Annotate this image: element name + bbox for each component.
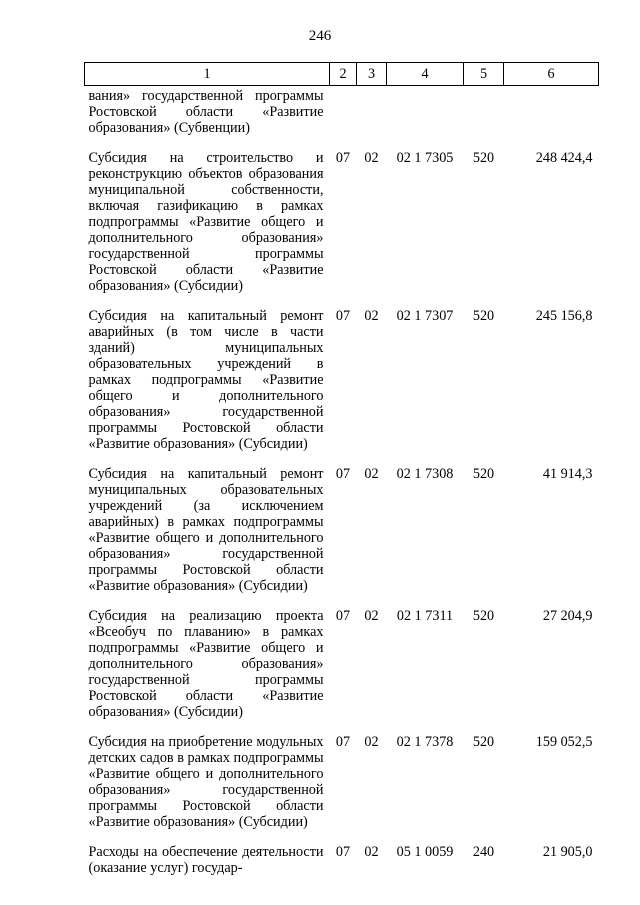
- row-section: 07: [335, 308, 351, 324]
- page-number: 246: [308, 28, 332, 44]
- table-row: [85, 725, 599, 835]
- column-header-6: 6: [504, 63, 599, 86]
- budget-table: [84, 62, 599, 881]
- table-row: [85, 299, 599, 457]
- table-header-row: [85, 63, 599, 86]
- row-target-article: 02 1 7307: [396, 308, 454, 324]
- row-target-article: 02 1 7308: [396, 466, 454, 482]
- row-target-article: [387, 86, 464, 142]
- row-expense-type: 520: [472, 466, 495, 482]
- row-target-article: 02 1 7378: [396, 734, 454, 750]
- row-subsection: [357, 86, 387, 142]
- row-subsection: 02: [364, 734, 379, 750]
- row-section: 07: [335, 608, 351, 624]
- table-row: [85, 86, 599, 142]
- row-amount: [504, 86, 599, 142]
- row-amount: 41 914,3: [542, 466, 593, 482]
- row-expense-type: 240: [472, 844, 495, 860]
- row-subsection: 02: [364, 844, 379, 860]
- row-amount: 21 905,0: [542, 844, 593, 860]
- row-section: 07: [335, 844, 351, 860]
- row-expense-type: 520: [472, 308, 495, 324]
- column-header-4: 4: [387, 63, 464, 86]
- row-description: Субсидия на капитальный ремонт аварийных (в том числе в части зданий) муниципальных образовательных учреждений в рамках подпрограммы «Развитие общего и дополнительного образования» государственной программы Ростовской области «Развитие образования» (Субсидии): [88, 308, 324, 452]
- column-header-1: 1: [85, 63, 330, 86]
- row-amount: 159 052,5: [535, 734, 593, 750]
- row-amount: 248 424,4: [535, 150, 593, 166]
- row-amount: 245 156,8: [535, 308, 593, 324]
- row-expense-type: [464, 86, 504, 142]
- table-row: [85, 141, 599, 299]
- row-section: 07: [335, 466, 351, 482]
- row-subsection: 02: [364, 466, 379, 482]
- row-subsection: 02: [364, 150, 379, 166]
- row-section: 07: [335, 150, 351, 166]
- row-description: Субсидия на капитальный ремонт муниципальных образовательных учреждений (за исключением аварийных) в рамках подпрограммы «Развитие общего и дополнительного образования» государственной программы Ростовской области «Развитие образования» (Субсидии): [88, 466, 324, 594]
- column-header-3: 3: [357, 63, 387, 86]
- row-target-article: 02 1 7311: [396, 608, 454, 624]
- row-description: вания» государственной программы Ростовской области «Развитие образования» (Субвенции): [88, 88, 324, 136]
- row-subsection: 02: [364, 308, 379, 324]
- row-target-article: 05 1 0059: [396, 844, 454, 860]
- row-expense-type: 520: [472, 734, 495, 750]
- row-description: Расходы на обеспечение деятельности (оказание услуг) государ-: [88, 844, 324, 876]
- row-expense-type: 520: [472, 150, 495, 166]
- row-expense-type: 520: [472, 608, 495, 624]
- row-description: Субсидия на реализацию проекта «Всеобуч по плаванию» в рамках подпрограммы «Развитие общего и дополнительного образования» государственной программы Ростовской области «Развитие образования» (Субсидии): [88, 608, 324, 720]
- row-description: Субсидия на приобретение модульных детских садов в рамках подпрограммы «Развитие общего и дополнительного образования» государственной программы Ростовской области «Развитие образования» (Субсидии): [88, 734, 324, 830]
- column-header-2: 2: [330, 63, 357, 86]
- row-target-article: 02 1 7305: [396, 150, 454, 166]
- row-subsection: 02: [364, 608, 379, 624]
- column-header-5: 5: [464, 63, 504, 86]
- row-description: Субсидия на строительство и реконструкцию объектов образования муниципальной собственности, включая газификацию в рамках подпрограммы «Развитие общего и дополнительного образования» государственной программы Ростовской области «Развитие образования» (Субсидии): [88, 150, 324, 294]
- row-section: 07: [335, 734, 351, 750]
- table-row: [85, 835, 599, 881]
- table-row: [85, 599, 599, 725]
- row-section: [330, 86, 357, 142]
- table-row: [85, 457, 599, 599]
- row-amount: 27 204,9: [542, 608, 593, 624]
